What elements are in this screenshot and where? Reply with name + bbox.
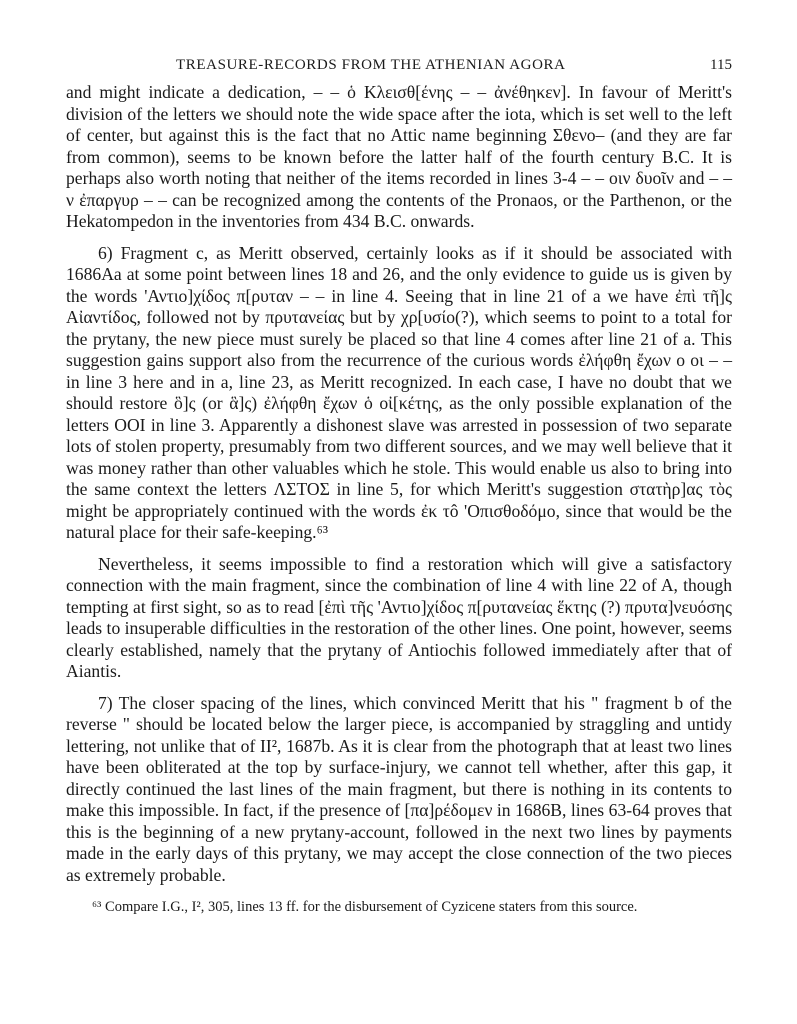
paragraph-fragment-b: 7) The closer spacing of the lines, which convinced Meritt that his " fragment b of the reverse " should be located below the larger piece, is accompanied by straggling and untidy lettering, not unlike that of II², 1687b. As it is clear from the photograph that at least two lines have been obliterated at the top by surface-injury, we cannot tell whether, after this gap, it directly continued the last lines of the main fragment, but there is nothing in its contents to make this impossible. In fact, if the presence of [πα]ρέδομεν in 1686B, lines 63-64 proves that this is the beginning of a new prytany-account, followed in the next two lines by payments made in the early days of this prytany, we may accept the close connection of the two pieces as extremely probable. [66,692,732,885]
page [66,52,732,917]
footnote-63: ⁶³ Compare I.G., I², 305, lines 13 ff. for the disbursement of Cyzicene staters from this source. [92,899,638,915]
running-title: TREASURE-RECORDS FROM THE ATHENIAN AGORA [176,57,566,73]
running-header [66,52,732,82]
paragraph-continuation: and might indicate a dedication, – – ὁ Κλεισθ[ένης – – ἀνέθηκεν]. In favour of Meritt's division of the letters we should note the wide space after the iota, which is set well to the left of center, but against this is the fact that no Attic name beginning Σθενο– (and they are far from common), seems to be known before the latter half of the fourth century B.C. It is perhaps also worth noting that neither of the items recorded in lines 3-4 – – οιν δυοῖν and – – ν ἐπαργυρ – – can be recognized among the contents of the Pronaos, or the Parthenon, or the Hekatompedon in the inventories from 434 B.C. onwards. [66,82,732,231]
page-number: 115 [710,57,732,73]
paragraph-restoration: Nevertheless, it seems impossible to find a restoration which will give a satisfactory connection with the main fragment, since the combination of line 4 with line 22 of A, though tempting at first sight, so as to read [ἐπὶ τῆς 'Αντιο]χίδος π[ρυτανείας ἕκτης (?) πρυτα]νευόσης leads to insuperable difficulties in the restoration of the other lines. One point, however, seems clearly established, namely that the prytany of Antiochis followed immediately after that of Aiantis. [66,553,732,681]
paragraph-fragment-c: 6) Fragment c, as Meritt observed, certainly looks as if it should be associated with 1686Aa at some point between lines 18 and 26, and the only evidence to guide us is given by the words 'Αντιο]χίδος π[ρυταν – – in line 4. Seeing that in line 21 of a we have ἐπὶ τῆ]ς Αἰαντίδος, followed not by πρυτανείας but by χρ[υσίο(?), which seems to point to a total for the prytany, the new piece must surely be placed so that line 4 comes after line 21 of a. This suggestion gains support also from the recurrence of the curious words ἐλήφθη ἔχων ο οι – – in line 3 here and in a, line 23, as Meritt recognized. In each case, I have no doubt that we should restore ὃ]ς (or ἃ]ς) ἐλήφθη ἔχων ὁ οἰ[κέτης, as the only possible explanation of the letters ΟΟΙ in line 3. Apparently a dishonest slave was arrested in possession of two separate lots of stolen property, presumably from two different sources, and we may well believe that it was money rather than other valuables which he stole. This would enable us also to bring into the same context the letters ΛΣΤΟΣ in line 5, for which Meritt's suggestion στατὴρ]ας τὸς might be appropriately continued with the words ἐκ τô 'Οπισθοδόμο, since that would be the natural place for their safe-keeping.⁶³ [66,242,732,542]
